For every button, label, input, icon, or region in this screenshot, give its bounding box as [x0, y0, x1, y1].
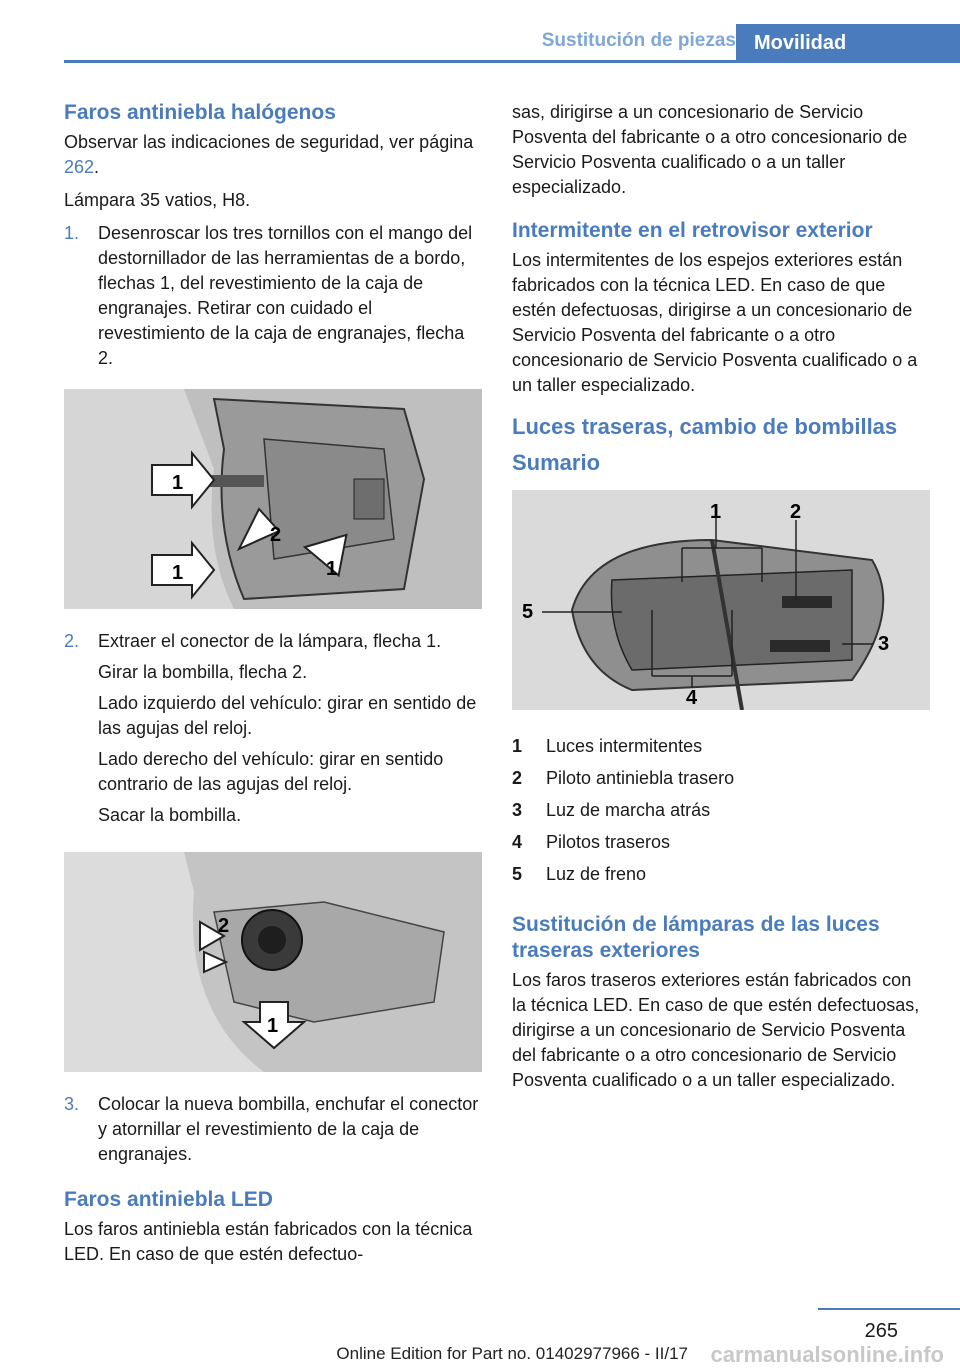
- fig1-label: 2: [270, 524, 282, 546]
- step-2-line: Girar la bombilla, flecha 2.: [98, 662, 308, 682]
- step-2-line: Extraer el conector de la lámpara, flecha 1.: [98, 631, 442, 651]
- lamp-spec: Lámpara 35 vatios, H8.: [64, 190, 251, 210]
- heading-rear-lights: Luces traseras, cambio de bombillas: [512, 414, 898, 439]
- fig3-label: 2: [790, 501, 802, 523]
- step-number: 2.: [64, 631, 80, 651]
- legend-text: Piloto antiniebla trasero: [546, 768, 735, 788]
- heading-halogen-fog-lights: Faros antiniebla halógenos: [64, 101, 336, 124]
- fig3-label: 3: [878, 633, 890, 655]
- heading-mirror-indicator: Intermitente en el retrovisor exterior: [512, 219, 873, 242]
- safety-note: [64, 130, 482, 180]
- fig2-label: 1: [267, 1015, 279, 1037]
- legend-list: [512, 730, 930, 890]
- edition-note: Online Edition for Part no. 01402977966 - II/17: [336, 1344, 688, 1363]
- step-2-body: [98, 629, 482, 834]
- legend-number: 1: [512, 736, 523, 756]
- mirror-text: Los intermitentes de los espejos exteriores están fabricados con la técnica LED. En caso de que estén defectuosas, dirigirse a un concesionario de Servicio Posventa del fabricante o a otro concesionario de Servicio Posventa cualificado o a un taller especializado.: [512, 250, 918, 395]
- legend-number: 3: [512, 800, 523, 820]
- page-number: 265: [864, 1320, 898, 1342]
- figure-fog-bulb: [64, 852, 482, 1072]
- footer-rule: [818, 1308, 960, 1310]
- step-1: [64, 221, 482, 371]
- watermark: carmanualsonline.info: [710, 1342, 944, 1367]
- fig1-label: 1: [326, 558, 338, 580]
- page-link[interactable]: 262: [64, 157, 95, 177]
- heading-led-fog-lights: Faros antiniebla LED: [64, 1188, 273, 1211]
- header-section-title: Sustitución de piezas: [541, 30, 736, 51]
- legend-text: Luz de freno: [546, 864, 647, 884]
- legend-item: [512, 826, 930, 858]
- step-3: [64, 1092, 482, 1167]
- safety-note-end: .: [94, 157, 100, 177]
- step-2-line: Lado izquierdo del vehículo: girar en sentido de las agujas del reloj.: [98, 693, 477, 738]
- step-2-line: Sacar la bombilla.: [98, 805, 242, 825]
- figure-tail-light: [512, 490, 930, 710]
- step-2: [64, 629, 482, 834]
- fig2-label: 2: [218, 915, 230, 937]
- step-text: Colocar la nueva bombilla, enchufar el conector y atornillar el revestimiento de la caja de engranajes.: [98, 1094, 479, 1164]
- legend-item: [512, 730, 930, 762]
- fig3-label: 5: [522, 601, 534, 623]
- heading-summary: Sumario: [512, 450, 601, 475]
- fig3-label: 4: [686, 687, 698, 709]
- fog-bulb-illustration: [64, 852, 482, 1072]
- continuation-text: sas, dirigirse a un concesionario de Servicio Posventa del fabricante o a otro concesionario de Servicio Posventa cualificado o a un taller especializado.: [512, 102, 908, 197]
- fig1-label: 1: [172, 562, 184, 584]
- step-number: 3.: [64, 1094, 80, 1114]
- step-text: Desenroscar los tres tornillos con el mango del destornillador de las herramientas de a bordo, flechas 1, del revestimiento de la caja de engranajes. Retirar con cuidado el revestimiento de la caja de engranajes, flecha 2.: [98, 223, 473, 368]
- legend-item: [512, 858, 930, 890]
- legend-text: Luz de marcha atrás: [546, 800, 711, 820]
- legend-item: [512, 794, 930, 826]
- header-chapter-tab: Movilidad: [736, 24, 960, 62]
- step-2-line: Lado derecho del vehículo: girar en sentido contrario de las agujas del reloj.: [98, 749, 444, 794]
- led-fog-text: Los faros antiniebla están fabricados con la técnica LED. En caso de que estén defectuo-: [64, 1219, 473, 1264]
- step-number: 1.: [64, 223, 80, 243]
- legend-text: Luces intermitentes: [546, 736, 703, 756]
- heading-outer-tail-lamps: Sustitución de lámparas de las luces traseras exteriores: [512, 913, 880, 962]
- fig3-label: 1: [710, 501, 722, 523]
- legend-item: [512, 762, 930, 794]
- legend-number: 4: [512, 832, 523, 852]
- gearbox-cover-illustration: [64, 389, 482, 609]
- outer-tail-lamps-text: Los faros traseros exteriores están fabricados con la técnica LED. En caso de que estén defectuosas, dirigirse a un concesionario de Servicio Posventa del fabricante o a otro concesionario de Servicio Posventa cualificado o a un taller especializado.: [512, 970, 920, 1090]
- legend-text: Pilotos traseros: [546, 832, 671, 852]
- left-column: [64, 100, 482, 1275]
- right-column: [512, 100, 930, 1101]
- legend-number: 5: [512, 864, 523, 884]
- figure-gearbox-cover: [64, 389, 482, 609]
- tail-light-illustration: [512, 490, 930, 710]
- fig1-label: 1: [172, 472, 184, 494]
- legend-number: 2: [512, 768, 523, 788]
- safety-note-text: Observar las indicaciones de seguridad, ver página: [64, 132, 474, 152]
